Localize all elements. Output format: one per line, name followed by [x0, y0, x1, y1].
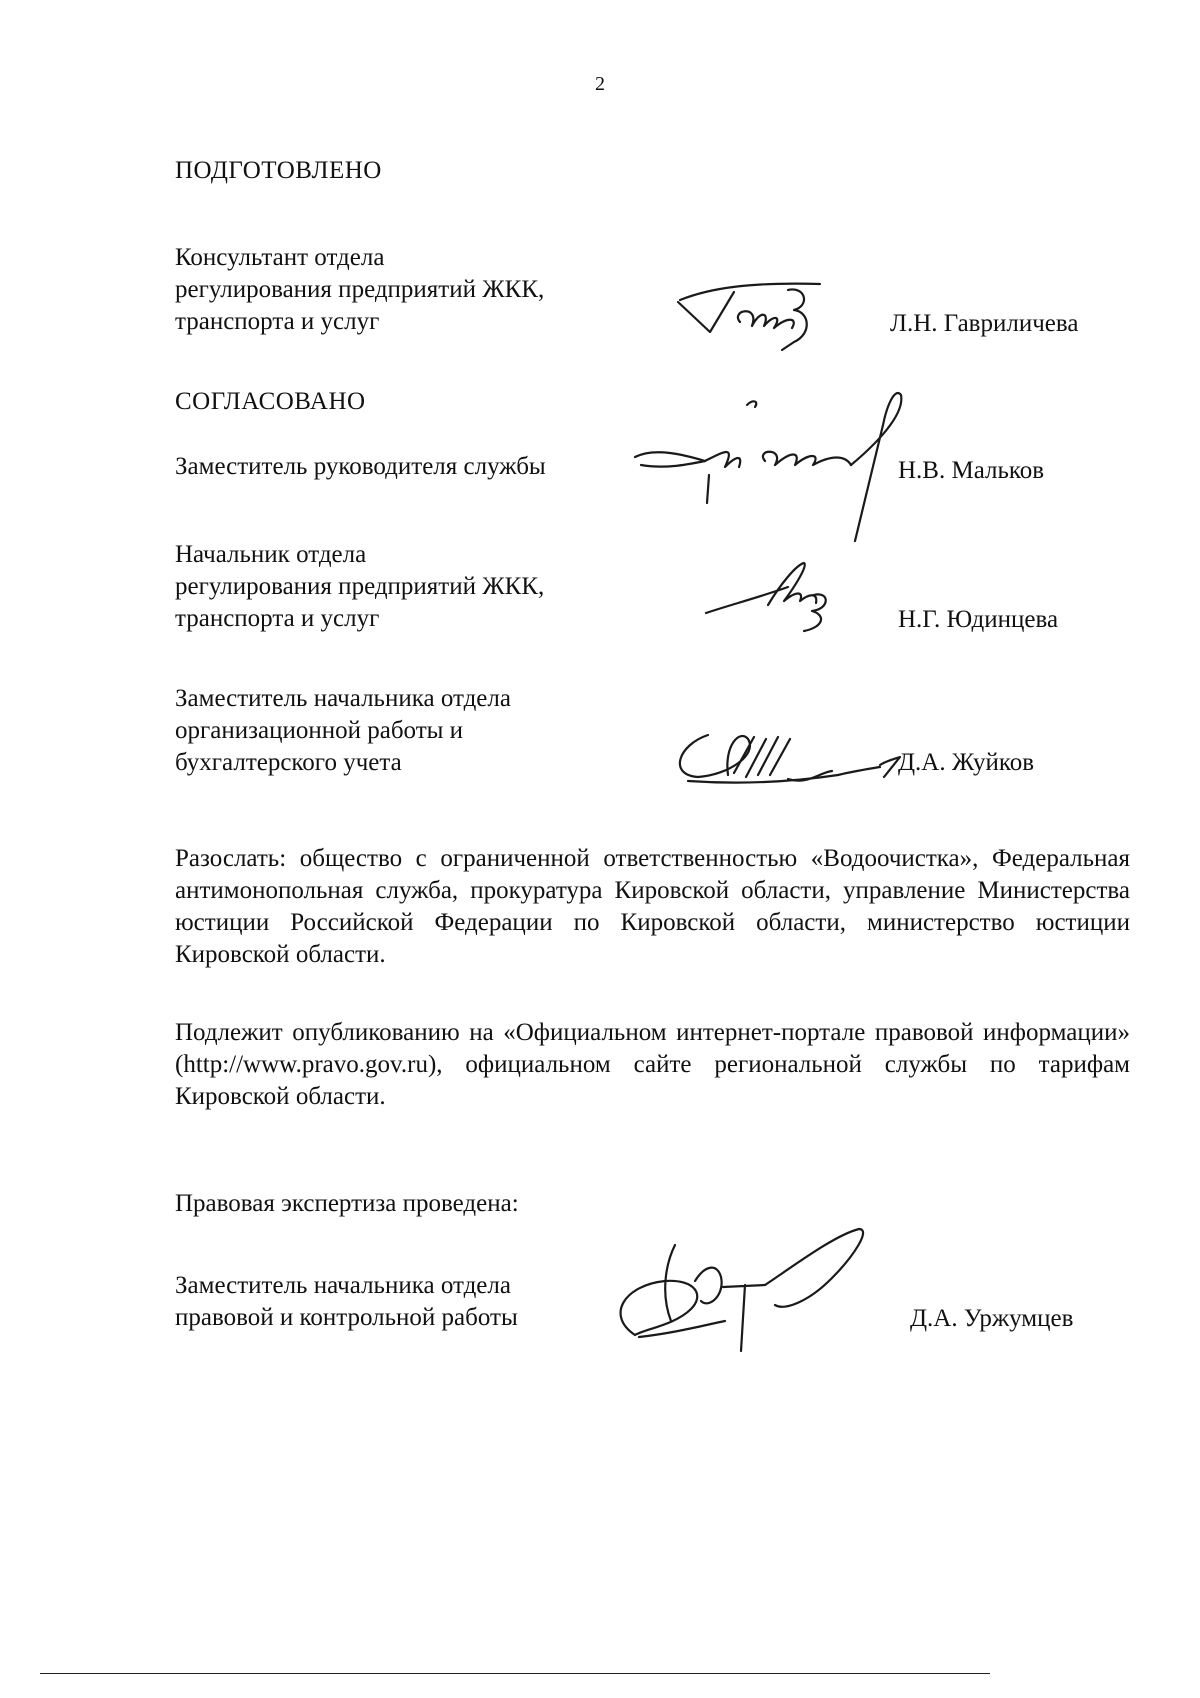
signatory-1-position — [175, 451, 546, 483]
signatory-position-line: Заместитель начальника отдела — [175, 685, 511, 712]
signature-malkov — [625, 385, 915, 545]
page-number: 2 — [595, 73, 605, 95]
prepared-position-line: транспорта и услуг — [175, 308, 380, 335]
legal-review-heading: Правовая экспертиза проведена: — [175, 1190, 519, 1217]
signatory-3-name: Д.А. Жуйков — [898, 749, 1035, 776]
bottom-rule — [40, 1673, 990, 1674]
publication-paragraph: Подлежит опубликованию на «Официальном интернет-портале правовой информации» (http://www.pravo.gov.ru), официальном сайте региональной службы по тарифам Кировской области. — [175, 1019, 1130, 1110]
signature-urzhumtsev — [605, 1225, 875, 1355]
agreed-heading: СОГЛАСОВАНО — [175, 388, 366, 415]
distribution-paragraph: Разослать: общество с ограниченной ответственностью «Водоочистка», Федеральная антимонопольная служба, прокуратура Кировской области, управление Министерства юстиции Российской Федерации по Кировской области, министерство юстиции Кировской области. — [175, 845, 1130, 968]
signature-zhuikov — [668, 715, 908, 795]
signatory-position-line: Начальник отдела — [175, 541, 367, 568]
prepared-heading: ПОДГОТОВЛЕНО — [175, 157, 382, 184]
prepared-position — [175, 242, 544, 338]
legal-review-position-line: Заместитель начальника отдела — [175, 1272, 511, 1299]
signature-gavrilicheva — [670, 270, 830, 360]
prepared-position-line: Консультант отдела — [175, 244, 385, 271]
signatory-2-position — [175, 539, 544, 635]
signatory-position-line: транспорта и услуг — [175, 605, 380, 632]
signatory-position-line: организационной работы и — [175, 717, 464, 744]
signatory-position-line: бухгалтерского учета — [175, 749, 402, 776]
signatory-position-line: регулирования предприятий ЖКК, — [175, 573, 545, 600]
legal-review-position — [175, 1270, 518, 1334]
signatory-1-name: Н.В. Мальков — [898, 457, 1045, 484]
signatory-3-position — [175, 683, 511, 779]
legal-review-name: Д.А. Уржумцев — [910, 1305, 1074, 1332]
prepared-name: Л.Н. Гавриличева — [890, 310, 1079, 337]
signature-yudintseva — [700, 555, 840, 635]
prepared-position-line: регулирования предприятий ЖКК, — [175, 276, 545, 303]
signatory-2-name: Н.Г. Юдинцева — [898, 606, 1059, 633]
legal-review-position-line: правовой и контрольной работы — [175, 1304, 518, 1331]
signatory-position-line: Заместитель руководителя службы — [175, 453, 546, 480]
